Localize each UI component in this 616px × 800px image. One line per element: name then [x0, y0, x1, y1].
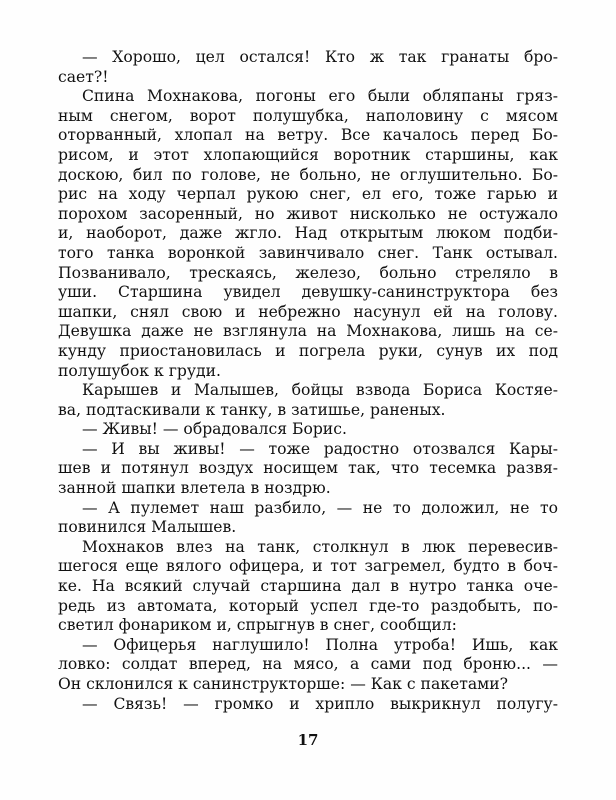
text-line: оторванный, хлопал на ветру. Все качалось перед Бо-: [58, 126, 558, 145]
text-line: Девушка даже не взглянула на Мохнакова, лишь на се-: [58, 322, 558, 341]
text-line: ным снегом, ворот полушубка, наполовину с мясом: [58, 106, 558, 125]
text-line: рис на ходу черпал рукою снег, ел его, тоже гарью и: [58, 185, 558, 204]
text-line: Спина Мохнакова, погоны его были обляпаны гряз-: [82, 87, 558, 106]
text-line: рисом, и этот хлопающийся воротник старшины, как: [58, 145, 558, 164]
text-line: доскою, бил по голове, не больно, не оглушительно. Бо-: [58, 165, 558, 184]
text-line: шев и потянул воздух носищем так, что тесемка развя-: [58, 459, 558, 478]
text-line: Он склонился к санинструкторше: — Как с пакетами?: [58, 675, 509, 693]
text-line: ва, подтаскивали к танку, в затишье, раненых.: [58, 400, 446, 419]
body-text: [58, 48, 558, 714]
text-line: — А пулемет наш разбило, — не то доложил, не то: [82, 498, 558, 517]
text-line: — Связь! — громко и хрипло выкрикнул полугу-: [82, 694, 558, 713]
text-line: шегося еще вялого офицера, и тот загремел, будто в боч-: [58, 557, 558, 576]
page-number: 17: [297, 731, 319, 749]
text-line: шапки, снял свою и небрежно насунул ей на голову.: [58, 302, 558, 321]
text-line: Мохнаков влез на танк, столкнул в люк перевесив-: [82, 537, 558, 556]
text-line: — Офицерья наглушило! Полна утроба! Ишь, как: [82, 635, 558, 654]
text-line: порохом засоренный, но живот нисколько не остужало: [58, 204, 558, 223]
text-line: — И вы живы! — тоже радостно отозвался Кары-: [82, 439, 558, 458]
text-line: сает?!: [58, 67, 109, 86]
text-line: уши. Старшина увидел девушку-санинструктора без: [58, 283, 558, 302]
text-line: — Живы! — обрадовался Борис.: [82, 420, 347, 439]
text-line: полушубок к груди.: [58, 361, 221, 380]
text-line: того танка воронкой завинчивало снег. Танк остывал.: [58, 243, 558, 262]
text-line: повинился Малышев.: [58, 518, 237, 537]
text-line: занной шапки влетела в ноздрю.: [58, 479, 331, 498]
text-line: ке. На всякий случай старшина дал в нутро танка оче-: [58, 577, 558, 596]
text-line: ловко: солдат вперед, на мясо, а сами под броню... —: [58, 655, 558, 674]
text-line: редь из автомата, который успел где-то раздобыть, по-: [58, 596, 558, 615]
text-line: кунду приостановилась и погрела руки, сунув их под: [58, 341, 558, 360]
text-line: — Хорошо, цел остался! Кто ж так гранаты бро-: [82, 48, 558, 66]
text-line: и, наоборот, даже жгло. Над открытым люком подби-: [58, 224, 558, 243]
text-line: Позванивало, трескаясь, железо, больно стреляло в: [58, 263, 558, 282]
text-line: Карышев и Малышев, бойцы взвода Бориса Костяе-: [82, 381, 558, 400]
text-line: светил фонариком и, спрыгнув в снег, сообщил:: [58, 616, 457, 635]
